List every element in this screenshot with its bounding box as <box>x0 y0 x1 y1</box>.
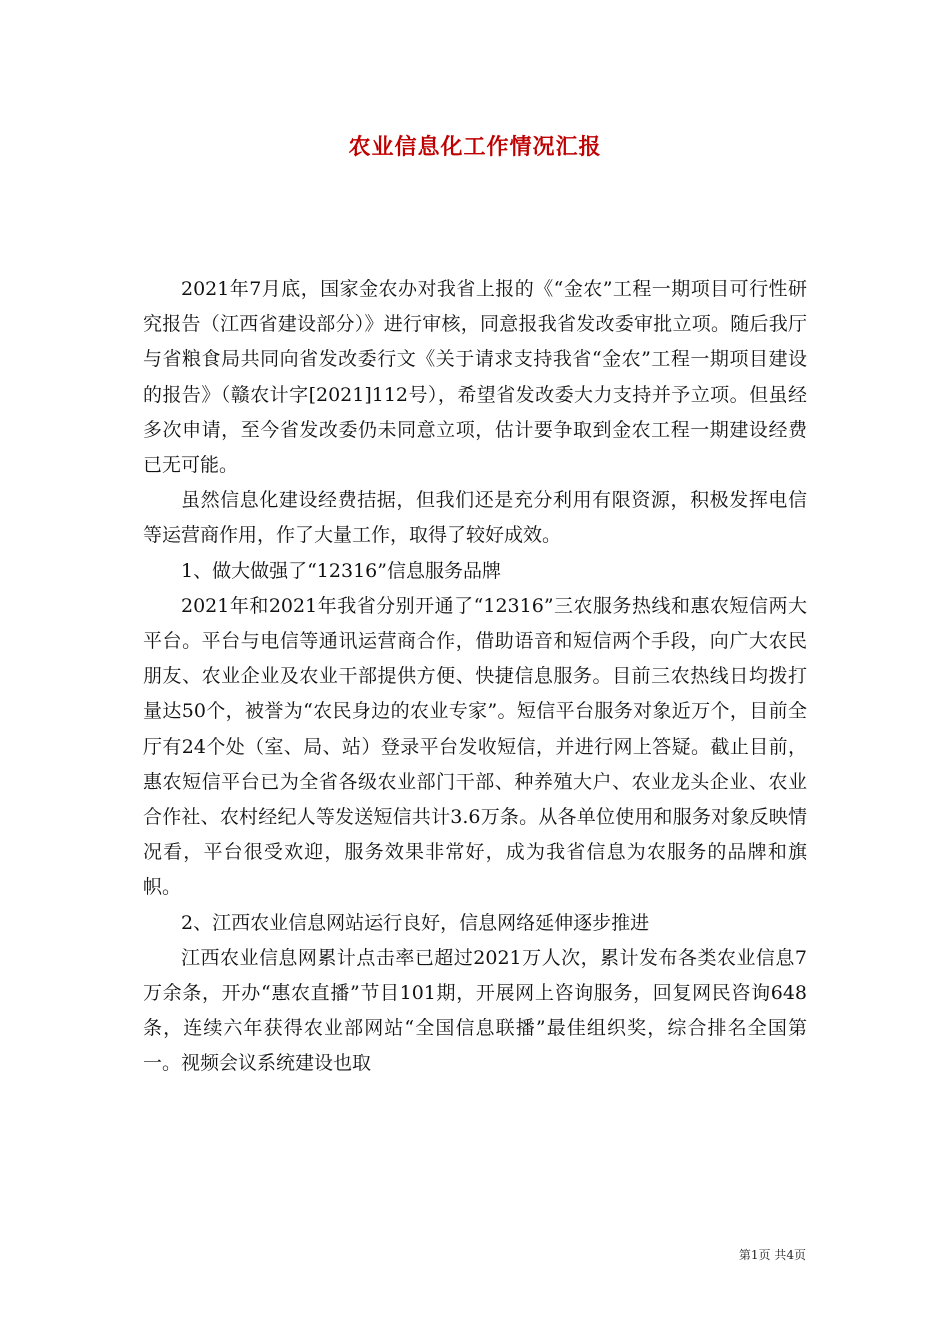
paragraph-limited-funds: 虽然信息化建设经费拮据，但我们还是充分利用有限资源，积极发挥电信等运营商作用，作了大量工作，取得了较好成效。 <box>143 489 807 547</box>
section-heading-website: 2、江西农业信息网站运行良好，信息网络延伸逐步推进 <box>181 911 650 934</box>
document-body <box>143 272 807 1082</box>
paragraph-website-stats: 江西农业信息网累计点击率已超过2021万人次，累计发布各类农业信息7万余条，开办“惠农直播”节目101期，开展网上咨询服务，回复网民咨询648条，连续六年获得农业部网站“全国信息联播”最佳组织奖，综合排名全国第一。视频会议系统建设也取 <box>143 946 807 1075</box>
section-heading-12316-brand: 1、做大做强了“12316”信息服务品牌 <box>181 559 501 582</box>
paragraph-project-approval: 2021年7月底，国家金农办对我省上报的《“金农”工程一期项目可行性研究报告（江西省建设部分）》进行审核，同意报我省发改委审批立项。随后我厅与省粮食局共同向省发改委行文《关于请求支持我省“金农”工程一期项目建设的报告》（赣农计字[2021]112号），希望省发改委大力支持并予立项。但虽经多次申请，至今省发改委仍未同意立项，估计要争取到金农工程一期建设经费已无可能。 <box>143 278 807 477</box>
page-number: 第1页 共4页 <box>738 1248 806 1262</box>
paragraph-12316-platform: 2021年和2021年我省分别开通了“12316”三农服务热线和惠农短信两大平台。平台与电信等通讯运营商合作，借助语音和短信两个手段，向广大农民朋友、农业企业及农业干部提供方便、快捷信息服务。目前三农热线日均拨打量达50个，被誉为“农民身边的农业专家”。短信平台服务对象近万个，目前全厅有24个处（室、局、站）登录平台发收短信，并进行网上答疑。截止目前，惠农短信平台已为全省各级农业部门干部、种养殖大户、农业龙头企业、农业合作社、农村经纪人等发送短信共计3.6万条。从各单位使用和服务对象反映情况看，平台很受欢迎，服务效果非常好，成为我省信息为农服务的品牌和旗帜。 <box>143 594 807 899</box>
document-title: 农业信息化工作情况汇报 <box>348 134 602 160</box>
